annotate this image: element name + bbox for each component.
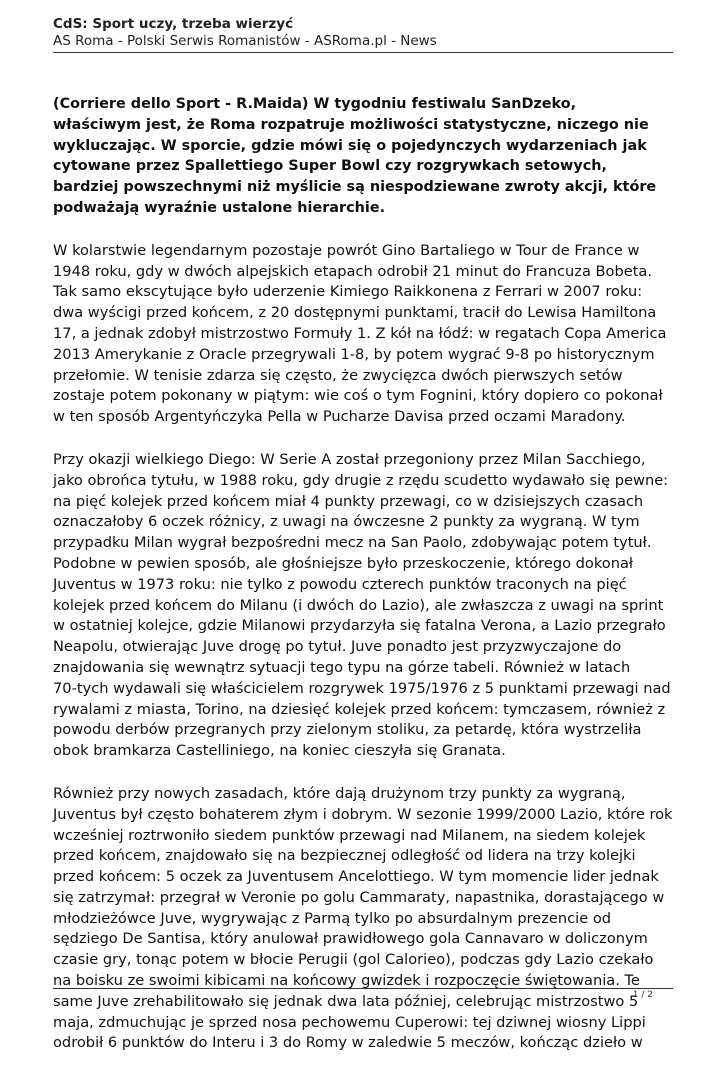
article-paragraph: Przy okazji wielkiego Diego: W Serie A został przegoniony przez Milan Sacchiego, jako obrońca tytułu, w 1988 roku, gdy drugie z rzędu scudetto wydawało się pewne: na pięć kolejek przed końcem miał 4 punkty przewagi, co w dzisiejszych czasach oznaczałoby 6 oczek różnicy, z uwagi na ówczesne 2 punkty za wygraną. W tym przypadku Milan wygrał bezpośredni mecz na San Paolo, zdobywając potem tytuł. Podobne w pewien sposób, ale głośniejsze było przeskoczenie, którego dokonał Juventus w 1973 roku: nie tylko z powodu czterech punktów traconych na pięć kolejek przed końcem do Milanu (i dwóch do Lazio), ale zwłaszcza z uwagi na sprint w ostatniej kolejce, gdzie Milanowi przydarzyła się fatalna Verona, a Lazio przegrało Neapolu, otwierając Juve drogę po tytuł. Juve ponadto jest przyzwyczajone do znajdowania się wewnątrz sytuacji tego typu na górze tabeli. Również w latach 70-tych wydawali się właścicielem rozgrywek 1975/1976 z 5 punktami przewagi nad rywalami z miasta, Torino, na dziesięć kolejek przed końcem: tymczasem, również z powodu derbów przegranych przy zielonym stoliku, za petardę, która wystrzeliła obok bramkarza Castelliniego, na koniec cieszyła się Granata. — [53, 450, 671, 760]
page-number: 1 / 2 — [632, 990, 653, 1000]
article-lead: (Corriere dello Sport - R.Maida) W tygodniu festiwalu SanDzeko, właściwym jest, że Roma rozpatruje możliwości statystyczne, niczego nie wykluczając. W sporcie, gdzie mówi się o pojedynczych wydarzeniach jak cytowane przez Spallettiego Super Bowl czy rozgrywkach setowych, bardziej powszechnymi niż myślicie są niespodziewane zwroty akcji, które podważają wyraźnie ustalone hierarchie. — [53, 96, 657, 216]
article-paragraph: Również przy nowych zasadach, które dają drużynom trzy punkty za wygraną, Juventus był często bohaterem złym i dobrym. W sezonie 1999/2000 Lazio, które rok wcześniej roztrwoniło siedem punktów przewagi nad Milanem, na siedem kolejek przed końcem, znajdowało się na bezpiecznej odległość od lidera na trzy kolejki przed końcem: 5 oczek za Juventusem Ancelottiego. W tym momencie lider jednak się zatrzymał: przegrał w Veronie po golu Cammaraty, napastnika, dorastającego w młodzieżówce Juve, wygrywając z Parmą tylko po absurdalnym prezencie od sędziego De Santisa, który anulował prawidłowego gola Cannavaro w doliczonym czasie gry, tonąc potem w błocie Perugii (gol Calorieo), podczas gdy Lazio czekało na boisku ze swoimi kibicami na końcowy gwizdek i rozpoczęcie świętowania. Te same Juve zrehabilitowało się jednak dwa lata później, celebrując mistrzostwo 5 maja, zdmuchując je sprzed nosa pechowemu Cuperowi: tej dziwnej wiosny Lippi odrobił 6 punktów do Interu i 3 do Romy w zaledwie 5 meczów, kończąc dzieło w — [53, 784, 673, 1052]
page-header — [53, 16, 673, 50]
footer-divider — [53, 988, 673, 989]
article-body — [53, 94, 675, 1076]
article-title: CdS: Sport uczy, trzeba wierzyć — [53, 16, 294, 32]
article-paragraph: W kolarstwie legendarnym pozostaje powrót Gino Bartaliego w Tour de France w 1948 roku, gdy w dwóch alpejskich etapach odrobił 21 minut do Francuza Bobeta. Tak samo ekscytujące było uderzenie Kimiego Raikkonena z Ferrari w 2007 roku: dwa wyścigi przed końcem, z 20 dostępnymi punktami, tracił do Lewisa Hamiltona 17, a jednak zdobył mistrzostwo Formuły 1. Z kół na łódź: w regatach Copa America 2013 Amerykanie z Oracle przegrywali 1-8, by potem wygrać 9-8 po historycznym przełomie. W tenisie zdarza się często, że zwycięzca dwóch pierwszych setów zostaje potem pokonany w piątym: wie coś o tym Fognini, który dopiero co pokonał w ten sposób Argentyńczyka Pella w Pucharze Davisa przed oczami Maradony. — [53, 241, 667, 426]
site-subtitle: AS Roma - Polski Serwis Romanistów - ASRoma.pl - News — [53, 33, 437, 49]
header-divider — [53, 52, 673, 53]
